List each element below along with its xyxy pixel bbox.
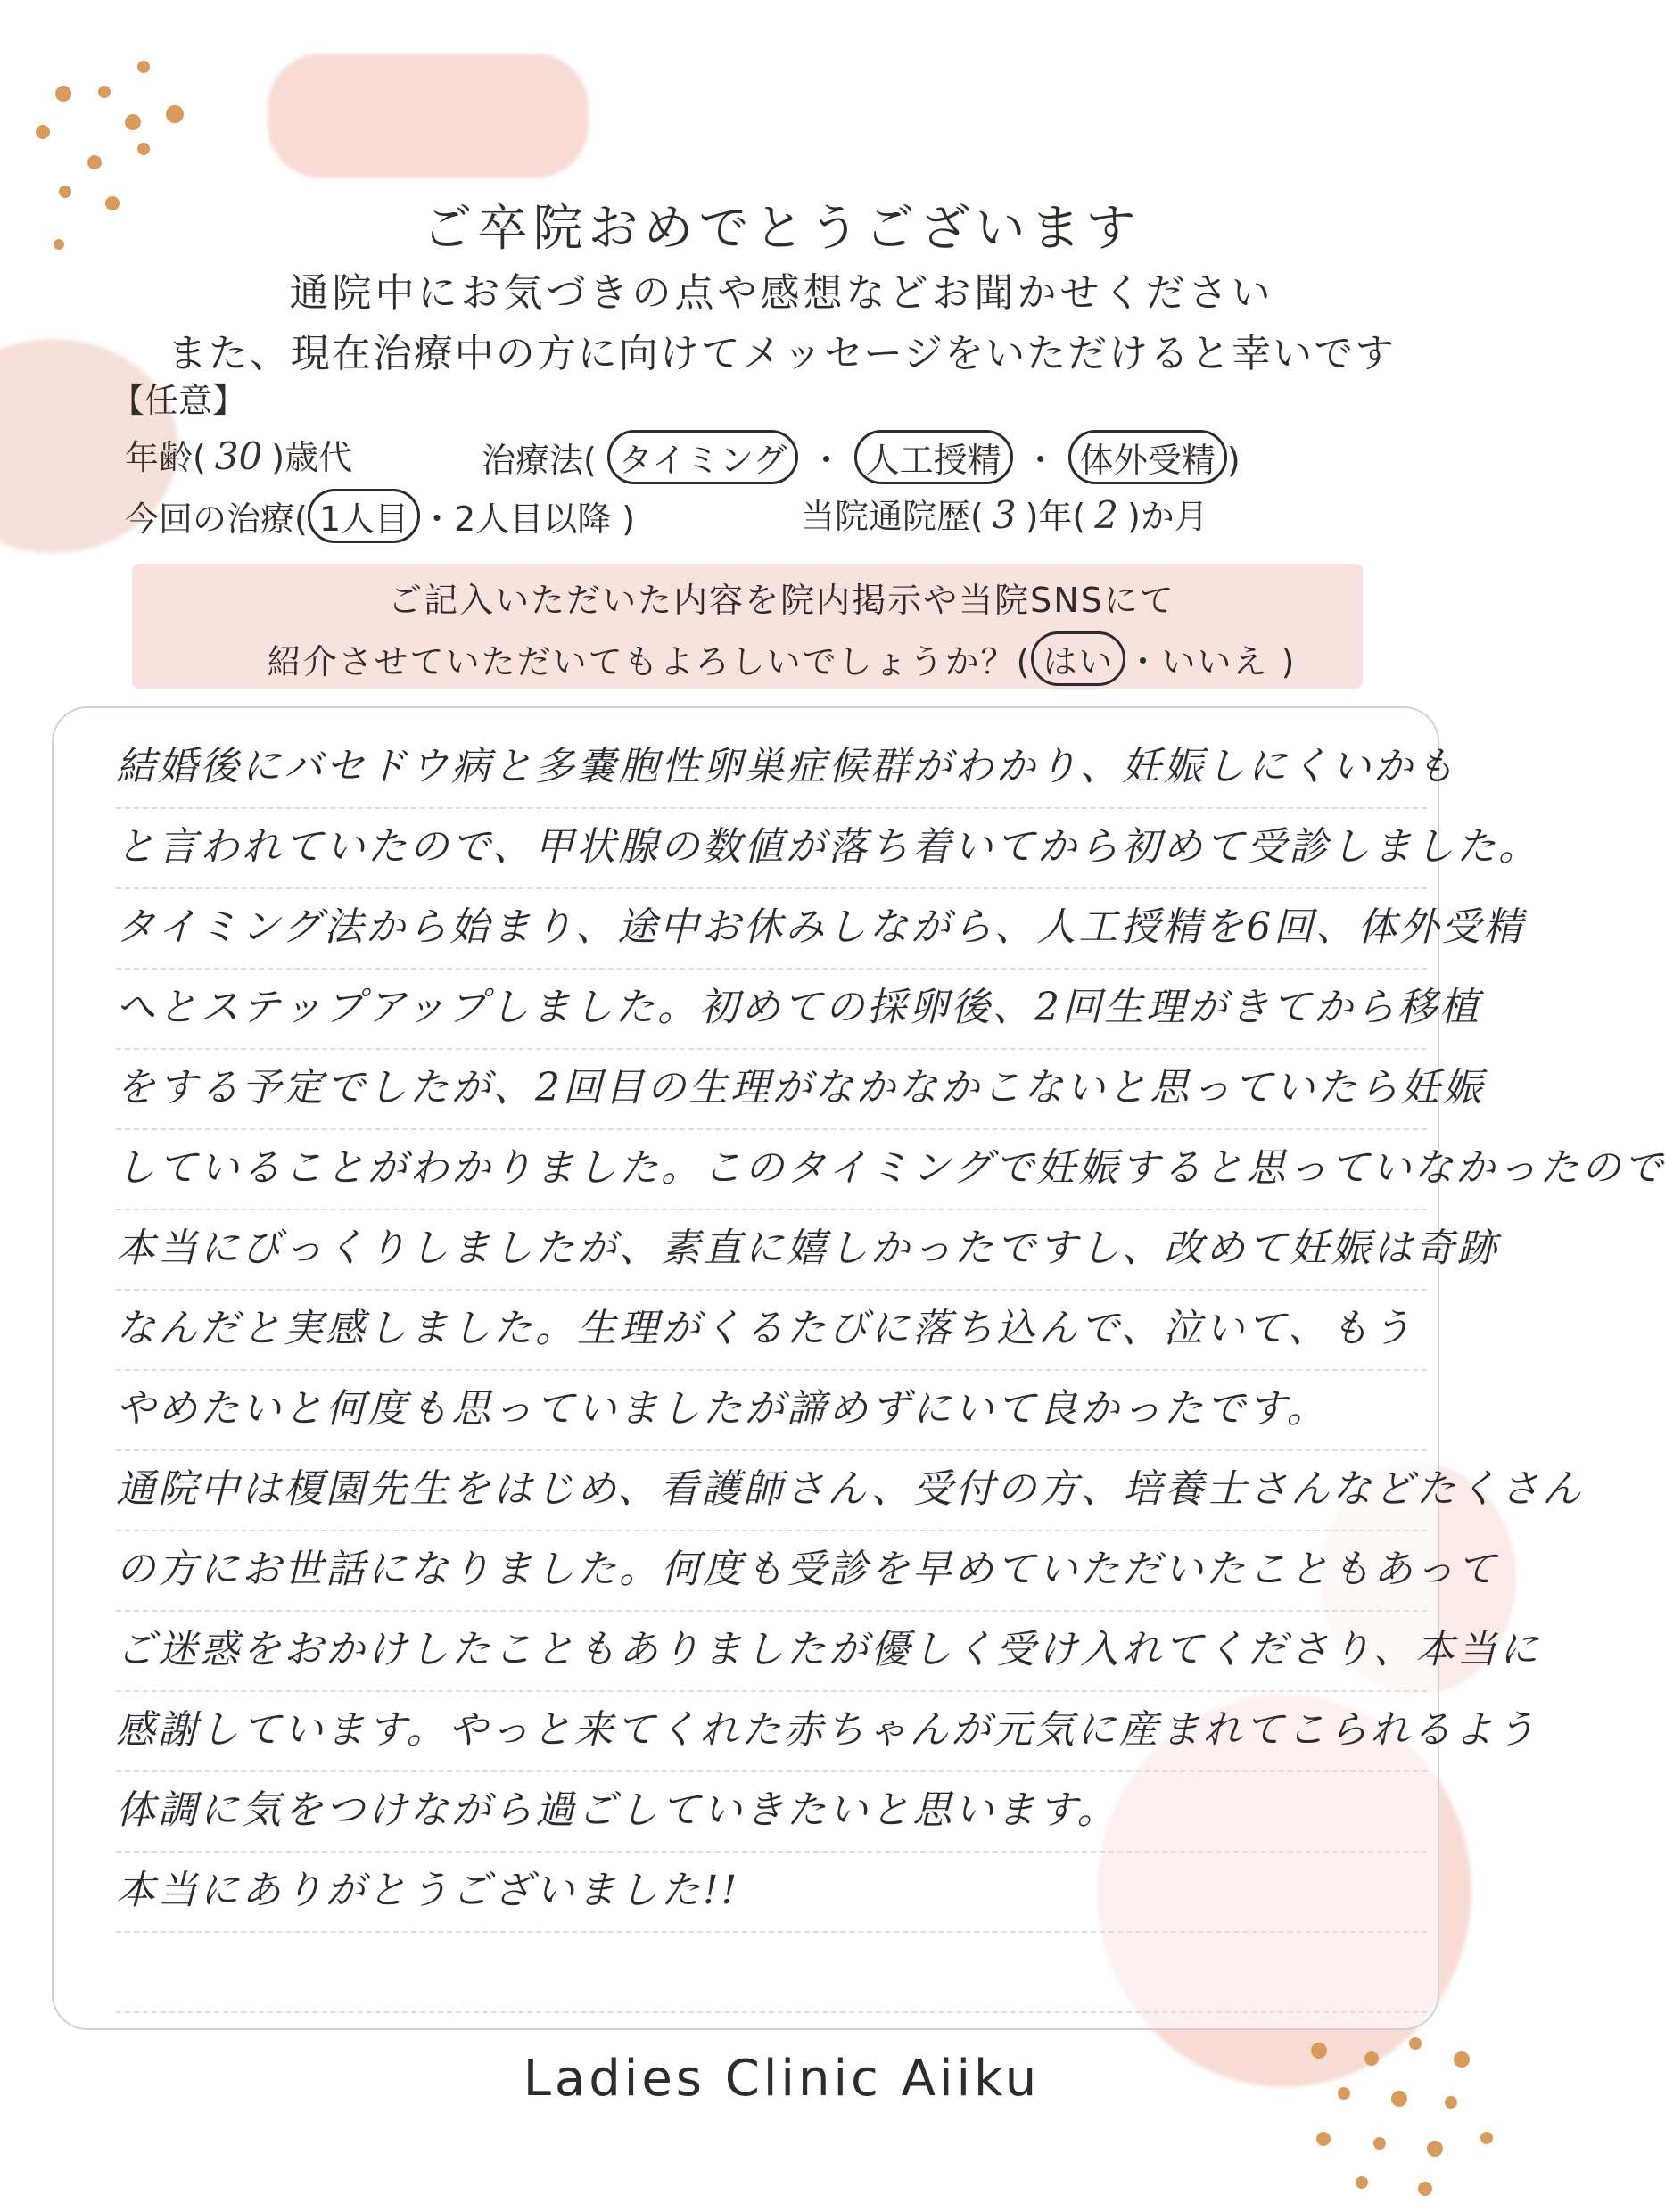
page-title: ご卒院おめでとうございます — [422, 200, 1142, 258]
current-option-second-child: ・2人目以降 ) — [420, 499, 636, 539]
message-line: 本当にびっくりしましたが、素直に嬉しかったですし、改めて妊娠は奇跡 — [116, 1209, 1427, 1291]
consent-no: ・いいえ ) — [1125, 642, 1297, 681]
history-years-suffix: )年( — [1025, 497, 1086, 536]
age-row — [125, 430, 352, 479]
message-line: ご迷惑をおかけしたこともありましたが優しく受け入れてくださり、本当に — [116, 1610, 1427, 1692]
subtitle-line-2: また、現在治療中の方に向けてメッセージをいただけると幸いです — [167, 331, 1397, 376]
consent-line-2 — [0, 631, 1563, 686]
message-line: をする予定でしたが、2回目の生理がなかなかこないと思っていたら妊娠 — [116, 1048, 1427, 1130]
subtitle-line-1: 通院中にお気づきの点や感想などお聞かせください — [289, 270, 1274, 316]
age-value: 30 — [214, 434, 263, 478]
message-line: やめたいと何度も思っていましたが諦めずにいて良かったです。 — [116, 1369, 1427, 1451]
current-label: 今回の治療( — [125, 499, 308, 539]
treatment-option-timing: タイミング — [607, 430, 798, 484]
message-line-blank — [116, 1931, 1427, 2013]
message-line: 本当にありがとうございました!! — [116, 1851, 1427, 1933]
watercolor-blob-top-center — [268, 54, 589, 178]
optional-label: 【任意】 — [111, 381, 247, 420]
treatment-label: 治療法( — [482, 441, 597, 480]
message-line: へとステップアップしました。初めての採卵後、2回生理がきてから移植 — [116, 968, 1427, 1050]
age-label-prefix: 年齢( — [125, 438, 206, 477]
consent-question: 紹介させていただいてもよろしいでしょうか？( — [267, 642, 1032, 681]
separator: ・ — [809, 441, 844, 480]
message-line: 通院中は榎園先生をはじめ、看護師さん、受付の方、培養士さんなどたくさん — [116, 1449, 1427, 1531]
treatment-row — [482, 430, 1241, 484]
separator: ・ — [1023, 441, 1058, 480]
message-line: 結婚後にバセドウ病と多嚢胞性卵巣症候群がわかり、妊娠しにくいかも — [116, 727, 1427, 809]
age-label-suffix: )歳代 — [271, 438, 353, 477]
message-line: 体調に気をつけながら過ごしていきたいと思います。 — [116, 1770, 1427, 1853]
history-row — [801, 489, 1208, 538]
message-line: と言われていたので、甲状腺の数値が落ち着いてから初めて受診しました。 — [116, 807, 1427, 889]
treatment-option-ivf: 体外受精 — [1068, 430, 1227, 484]
current-treatment-row — [125, 489, 635, 543]
history-years: 3 — [992, 493, 1017, 537]
message-line: の方にお世話になりました。何度も受診を早めていただいたこともあって — [116, 1530, 1427, 1612]
consent-yes: はい — [1031, 631, 1125, 686]
history-months-suffix: )か月 — [1126, 497, 1208, 536]
message-line: していることがわかりました。このタイミングで妊娠すると思っていなかったので — [116, 1128, 1427, 1210]
message-line: タイミング法から始まり、途中お休みしながら、人工授精を6回、体外受精 — [116, 887, 1427, 970]
treatment-close: ) — [1226, 441, 1241, 480]
message-line: 感謝しています。やっと来てくれた赤ちゃんが元気に産まれてこられるよう — [116, 1690, 1427, 1772]
history-months: 2 — [1094, 493, 1118, 537]
history-label: 当院通院歴( — [801, 497, 984, 536]
treatment-option-iui: 人工授精 — [854, 430, 1013, 484]
clinic-name-footer: Ladies Clinic Aiiku — [523, 2050, 1041, 2108]
current-option-first-child: 1人目 — [308, 489, 420, 543]
message-line: なんだと実感しました。生理がくるたびに落ち込んで、泣いて、もう — [116, 1289, 1427, 1371]
consent-line-1: ご記入いただいた内容を院内掲示や当院SNSにて — [388, 581, 1175, 620]
